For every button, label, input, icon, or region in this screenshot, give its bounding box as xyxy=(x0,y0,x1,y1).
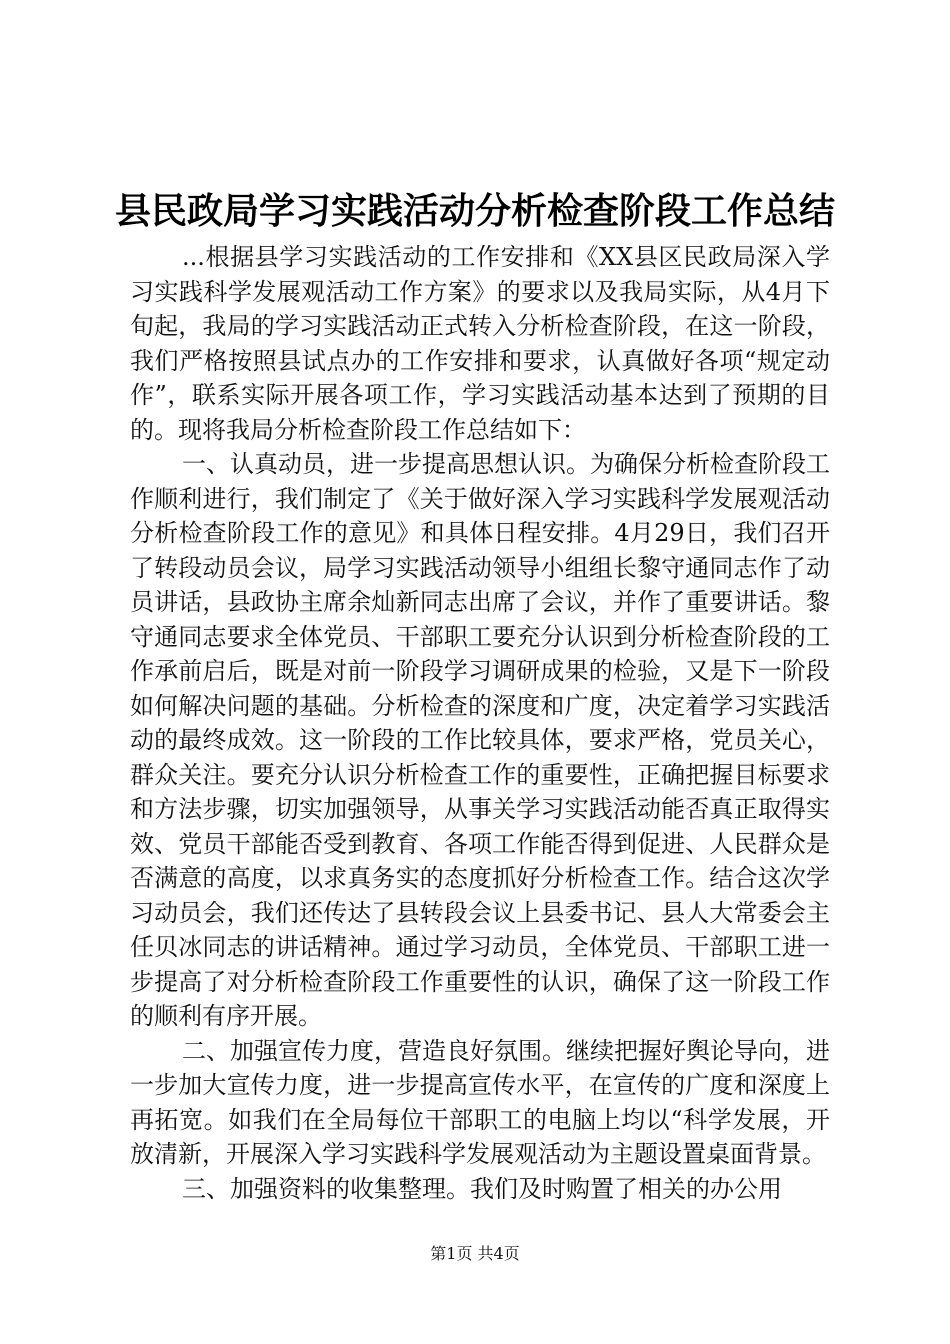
paragraph-intro: ...根据县学习实践活动的工作安排和《XX县区民政局深入学习实践科学发展观活动工作方案》的要求以及我局实际，从4月下旬起，我局的学习实践活动正式转入分析检查阶段，在这一阶段，我们严格按照县试点办的工作安排和要求，认真做好各项“规定动作”，联系实际开展各项工作，学习实践活动基本达到了预期的目的。现将我局分析检查阶段工作总结如下： xyxy=(130,243,830,444)
paragraph-section-1: 一、认真动员，进一步提高思想认识。为确保分析检查阶段工作顺利进行，我们制定了《关于做好深入学习实践科学发展观活动分析检查阶段工作的意见》和具体日程安排。4月29日，我们召开了转段动员会议，局学习实践活动领导小组组长黎守通同志作了动员讲话，县政协主席余灿新同志出席了会议，并作了重要讲话。黎守通同志要求全体党员、干部职工要充分认识到分析检查阶段的工作承前启后，既是对前一阶段学习调研成果的检验，又是下一阶段如何解决问题的基础。分析检查的深度和广度，决定着学习实践活动的最终成效。这一阶段的工作比较具体，要求严格，党员关心，群众关注。要充分认识分析检查工作的重要性，正确把握目标要求和方法步骤，切实加强领导，从事关学习实践活动能否真正取得实效、党员干部能否受到教育、各项工作能否得到促进、人民群众是否满意的高度，以求真务实的态度抓好分析检查工作。结合这次学习动员会，我们还传达了县转段会议上县委书记、县人大常委会主任贝冰同志的讲话精神。通过学习动员，全体党员、干部职工进一步提高了对分析检查阶段工作重要性的认识，确保了这一阶段工作的顺利有序开展。 xyxy=(130,450,830,1030)
paragraph-section-2: 二、加强宣传力度，营造良好氛围。继续把握好舆论导向，进一步加大宣传力度，进一步提高宣传水平，在宣传的广度和深度上再拓宽。如我们在全局每位干部职工的电脑上均以“科学发展，开放清新，开展深入学习实践科学发展观活动为主题设置桌面背景。 xyxy=(130,1036,830,1168)
document-body xyxy=(130,240,830,1206)
page-footer: 第1页 共4页 xyxy=(430,1244,520,1263)
document-title: 县民政局学习实践活动分析检查阶段工作总结 xyxy=(114,191,835,232)
paragraph-section-3: 三、加强资料的收集整理。我们及时购置了相关的办公用 xyxy=(182,1174,782,1203)
